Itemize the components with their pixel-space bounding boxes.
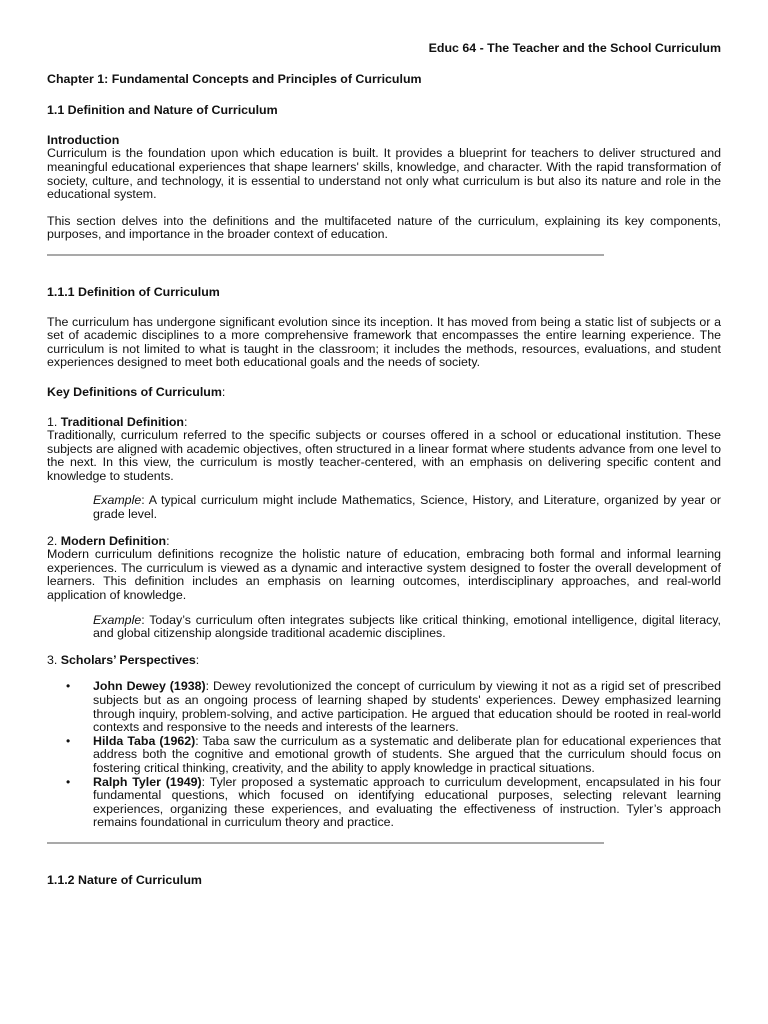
scholar-name: Ralph Tyler (1949) — [93, 774, 202, 789]
scholars-colon: : — [195, 652, 200, 667]
key-definitions-label: Key Definitions of Curriculum — [47, 384, 222, 399]
list-item — [47, 680, 721, 734]
modern-definition-text: Modern curriculum definitions recognize the holistic nature of education, embracing both formal and informal learning experiences. The curriculum is viewed as a dynamic and interactive system designed to foster the overall development of learners. This definition includes an emphasis on learning outcomes, interdisciplinary approaches, and real-world application of knowledge. — [47, 547, 721, 603]
section-divider — [47, 842, 604, 844]
traditional-example-label: Example — [93, 493, 142, 508]
modern-label: Modern Definition — [60, 533, 167, 548]
scholar-name: John Dewey (1938) — [93, 679, 206, 694]
traditional-definition-text: Traditionally, curriculum referred to the specific subjects or courses offered in a school or educational institution. These subjects are aligned with academic objectives, often structured in a linear format where students advance from one level to the next. In this view, the curriculum is mostly teacher-centered, with an emphasis on delivering specific content and knowledge to students. — [47, 428, 721, 483]
intro-paragraph-2: This section delves into the definitions and the multifaceted nature of the curriculum, explaining its key components, purposes, and importance in the broader context of education. — [47, 213, 721, 242]
list-item — [47, 735, 721, 776]
list-item — [47, 776, 721, 830]
modern-number: 2. — [47, 533, 61, 548]
scholar-name: Hilda Taba (1962) — [93, 733, 196, 748]
modern-example-text: : Today’s curriculum often integrates subjects like critical thinking, emotional intelligence, digital literacy, and global citizenship alongside traditional academic disciplines. — [93, 612, 721, 641]
section-title: 1.1 Definition and Nature of Curriculum — [47, 103, 278, 118]
traditional-colon: : — [184, 414, 188, 429]
scholars-list — [47, 680, 721, 830]
modern-definition-heading — [47, 535, 721, 549]
scholars-label: Scholars’ Perspectives — [60, 652, 196, 667]
running-header: Educ 64 - The Teacher and the School Curriculum — [428, 41, 721, 55]
scholar-text: : Tyler proposed a systematic approach to curriculum development, encapsulated in his four fundamental questions, which focused on identifying educational purposes, selecting relevant learning experiences, organizing these experiences, and evaluating the effectiveness of instruction. Tyler’s approach remains foundational in curriculum theory and practice. — [93, 774, 721, 830]
traditional-example — [93, 494, 721, 521]
scholars-heading — [47, 654, 721, 668]
traditional-example-text: : A typical curriculum might include Mathematics, Science, History, and Literature, organized by year or grade level. — [93, 493, 721, 522]
modern-example — [93, 614, 721, 641]
scholar-text: : Taba saw the curriculum as a systematic and deliberate plan for educational experiences that address both the cognitive and emotional growth of students. She argued that the curriculum should focus on fostering critical thinking, creativity, and the ability to apply knowledge in practical situations. — [93, 733, 721, 775]
scholar-text: : Dewey revolutionized the concept of curriculum by viewing it not as a rigid set of prescribed subjects but as an ongoing process of learning shaped by students' experiences. Dewey emphasized learning through inquiry, problem-solving, and active participation. He argued that education should be rooted in real-world contexts and responsive to the needs and interests of the learners. — [93, 679, 721, 735]
definition-section-title: 1.1.1 Definition of Curriculum — [47, 284, 220, 299]
definition-paragraph: The curriculum has undergone significant evolution since its inception. It has moved from being a static list of subjects or a set of academic disciplines to a more comprehensive framework that encompasses the entire learning experience. The curriculum is not limited to what is taught in the classroom; it includes the methods, resources, evaluations, and student experiences designed to meet both educational goals and the needs of society. — [47, 314, 721, 370]
section-divider — [47, 254, 604, 256]
intro-heading: Introduction — [47, 132, 120, 147]
traditional-number: 1. — [47, 414, 61, 429]
bullet-icon: • — [66, 679, 71, 694]
traditional-label: Traditional Definition — [60, 414, 184, 429]
traditional-definition-heading — [47, 416, 721, 430]
key-definitions-colon: : — [221, 384, 226, 399]
key-definitions-heading — [47, 386, 721, 400]
bullet-icon: • — [66, 733, 71, 748]
intro-paragraph-1: Curriculum is the foundation upon which education is built. It provides a blueprint for teachers to deliver structured and meaningful educational experiences that shape learners' skills, knowledge, and character. With the rapid transformation of society, culture, and technology, it is essential to understand not only what curriculum is but also its nature and role in the educational system. — [47, 146, 721, 202]
bullet-icon: • — [66, 774, 71, 789]
nature-section-title: 1.1.2 Nature of Curriculum — [47, 872, 202, 887]
chapter-title: Chapter 1: Fundamental Concepts and Principles of Curriculum — [47, 71, 422, 86]
modern-colon: : — [166, 533, 170, 548]
modern-example-label: Example — [93, 612, 142, 627]
scholars-number: 3. — [47, 652, 61, 667]
